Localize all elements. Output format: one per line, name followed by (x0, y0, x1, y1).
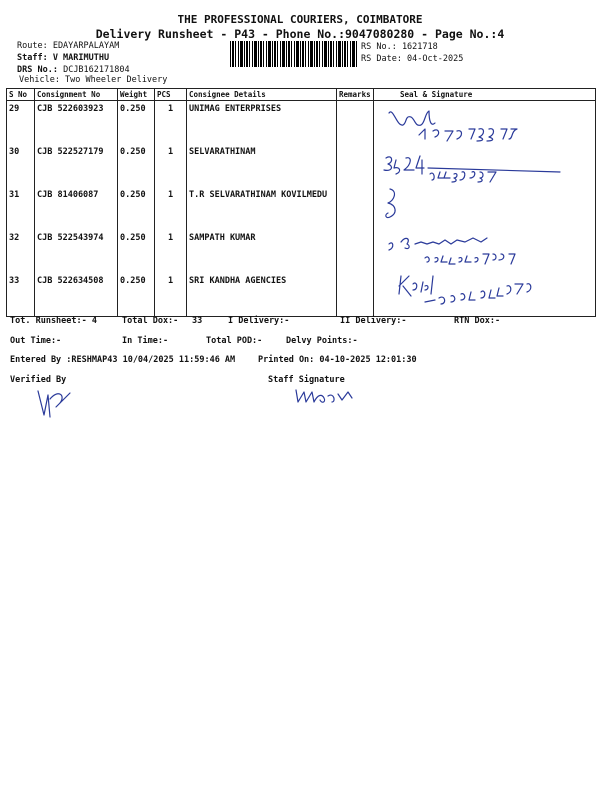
in-time-label: In Time:- (122, 336, 169, 346)
cell-pcs: 1 (155, 144, 187, 187)
cell-consignee: UNIMAG ENTERPRISES (187, 101, 337, 145)
col-pcs: PCS (155, 89, 187, 101)
cell-remarks (337, 230, 374, 273)
entered-by: Entered By :RESHMAP43 10/04/2025 11:59:46 AM (10, 355, 236, 365)
cell-consignee: SAMPATH KUMAR (187, 230, 337, 273)
cell-weight: 0.250 (118, 273, 155, 317)
total-dox-label: Total Dox:- (122, 316, 179, 326)
handwritten-signature-row-30 (380, 150, 560, 185)
verifier-signature (30, 385, 80, 420)
handwritten-signature-row-32 (385, 228, 535, 268)
cell-consignee: T.R SELVARATHINAM KOVILMEDU (187, 187, 337, 230)
out-time-label: Out Time:- (10, 336, 62, 346)
runsheet-subtitle: Delivery Runsheet - P43 - Phone No.:9047080280 - Page No.:4 (95, 27, 505, 41)
cell-consignee: SELVARATHINAM (187, 144, 337, 187)
cell-consignment: CJB 522634508 (35, 273, 118, 317)
col-weight: Weight (118, 89, 155, 101)
handwritten-signature-row-33 (395, 266, 555, 311)
cell-sno: 31 (7, 187, 35, 230)
tot-runsheet: Tot. Runsheet:- 4 (10, 316, 97, 326)
company-title: THE PROFESSIONAL COURIERS, COIMBATORE (177, 13, 423, 26)
col-consignee: Consignee Details (187, 89, 337, 101)
cell-pcs: 1 (155, 273, 187, 317)
cell-weight: 0.250 (118, 144, 155, 187)
col-signature: Seal & Signature (374, 89, 596, 101)
route-label: Route: EDAYARPALAYAM (17, 41, 120, 51)
total-pod-label: Total POD:- (206, 336, 263, 346)
cell-sno: 30 (7, 144, 35, 187)
col-sno: S No (7, 89, 35, 101)
verified-by-label: Verified By (10, 375, 67, 385)
delvy-points-label: Delvy Points:- (286, 336, 358, 346)
printed-on: Printed On: 04-10-2025 12:01:30 (258, 355, 417, 365)
cell-remarks (337, 144, 374, 187)
rtn-dox-label: RTN Dox:- (454, 316, 501, 326)
cell-remarks (337, 273, 374, 317)
drs-number (17, 65, 130, 75)
drs-label: DRS No.: (17, 65, 58, 75)
cell-consignment: CJB 522603923 (35, 101, 118, 145)
table-header-row (7, 89, 596, 101)
table-row (7, 187, 596, 230)
handwritten-mark-row-31 (380, 185, 410, 230)
cell-consignee: SRI KANDHA AGENCIES (187, 273, 337, 317)
staff-signature-label: Staff Signature (268, 375, 345, 385)
handwritten-signature-row-29 (385, 105, 535, 145)
i-delivery-label: I Delivery:- (228, 316, 290, 326)
cell-consignment: CJB 81406087 (35, 187, 118, 230)
staff-label: Staff: V MARIMUTHU (17, 53, 110, 63)
cell-pcs: 1 (155, 101, 187, 145)
rs-number: RS No.: 1621718 (361, 42, 438, 52)
rs-date: RS Date: 04-Oct-2025 (361, 54, 464, 64)
cell-pcs: 1 (155, 230, 187, 273)
total-dox-value: 33 (192, 316, 203, 326)
cell-sno: 29 (7, 101, 35, 145)
cell-sno: 33 (7, 273, 35, 317)
cell-weight: 0.250 (118, 230, 155, 273)
col-remarks: Remarks (337, 89, 374, 101)
cell-weight: 0.250 (118, 101, 155, 145)
barcode-image (230, 41, 357, 67)
cell-remarks (337, 187, 374, 230)
cell-consignment: CJB 522543974 (35, 230, 118, 273)
cell-remarks (337, 101, 374, 145)
vehicle-label: Vehicle: Two Wheeler Delivery (19, 75, 168, 85)
ii-delivery-label: II Delivery:- (340, 316, 407, 326)
cell-pcs: 1 (155, 187, 187, 230)
col-consignment: Consignment No (35, 89, 118, 101)
staff-signature (292, 380, 362, 410)
cell-weight: 0.250 (118, 187, 155, 230)
drs-value: DCJB162171804 (63, 65, 130, 75)
cell-sno: 32 (7, 230, 35, 273)
cell-consignment: CJB 522527179 (35, 144, 118, 187)
